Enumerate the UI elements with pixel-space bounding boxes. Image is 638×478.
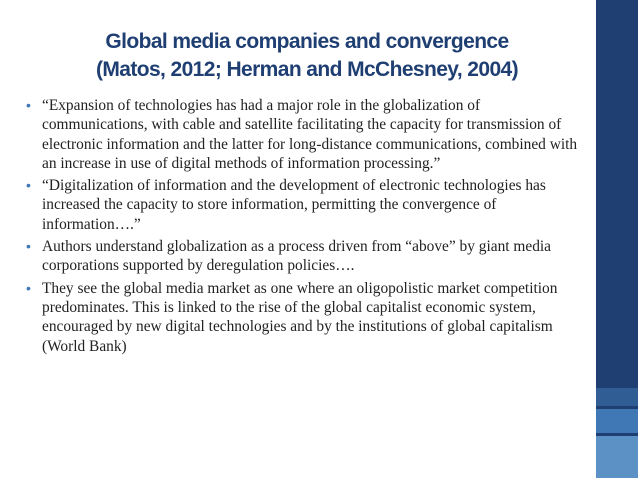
bullet-text: Authors understand globalization as a process driven from “above” by giant media corporations supported by deregulation policies…. xyxy=(42,238,552,275)
bullet-item xyxy=(26,176,586,234)
bullet-item xyxy=(26,279,586,356)
slide-title-line-2: (Matos, 2012; Herman and McChesney, 2004) xyxy=(95,58,518,81)
bullet-text: They see the global media market as one where an oligopolistic market competition predominates. This is linked to the rise of the global capitalist economic system, encouraged by new digital technologies and by the institutions of global capitalism (World Bank) xyxy=(42,279,558,355)
bullet-text: “Digitalization of information and the development of electronic technologies has increased the capacity to store information, permitting the convergence of information….” xyxy=(42,177,546,233)
sidebar-accent-strip xyxy=(596,388,638,406)
slide-title-line-1: Global media companies and convergence xyxy=(105,30,509,53)
bullet-dot-icon: • xyxy=(26,97,31,113)
sidebar-accent-strip xyxy=(596,409,638,433)
bullet-item xyxy=(26,96,586,173)
slide-title xyxy=(20,28,594,84)
bullet-list xyxy=(26,96,586,359)
bullet-text: “Expansion of technologies has had a major role in the globalization of communications, with cable and satellite facilitating the capacity for transmission of electronic information and the latter for long-distance communications, combined with an increase in use of digital methods of information processing.” xyxy=(42,97,578,172)
sidebar-accent-strip xyxy=(596,436,638,478)
bullet-dot-icon: • xyxy=(26,238,31,255)
bullet-dot-icon: • xyxy=(26,177,31,194)
sidebar-decoration xyxy=(596,0,638,478)
bullet-item xyxy=(26,237,586,276)
bullet-dot-icon: • xyxy=(26,279,31,296)
